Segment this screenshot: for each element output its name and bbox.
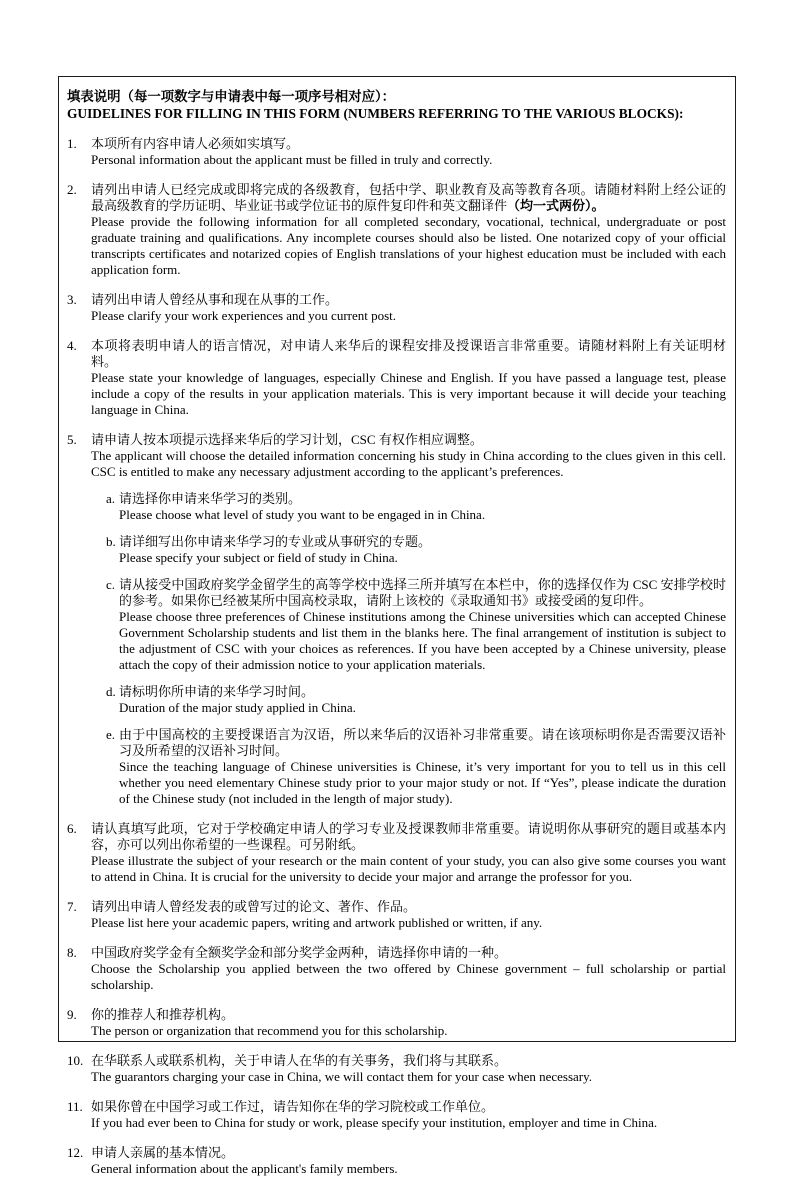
subitem-text-en: Please specify your subject or field of study in China. (119, 550, 398, 565)
item-number: 9. (67, 1007, 77, 1022)
item-body (91, 292, 726, 324)
item-text-en: Please list here your academic papers, writing and artwork published or written, if any. (91, 915, 543, 930)
subitem-text-zh: 请标明你所申请的来华学习时间。 (119, 684, 315, 699)
item-text-zh: 本项所有内容申请人必须如实填写。 (91, 136, 300, 151)
subitem-text-zh: 请详细写出你申请来华学习的专业或从事研究的专题。 (119, 534, 432, 549)
subitem-text-zh: 请从接受中国政府奖学金留学生的高等学校中选择三所并填写在本栏中，你的选择仅作为 CSC 安排学校时的参考。如果你已经被某所中国高校录取，请附上该校的《录取通知书》或接受函的复印件。 (119, 577, 726, 608)
item-text-zh: 中国政府奖学金有全额奖学金和部分奖学金两种，请选择你申请的一种。 (91, 945, 508, 960)
subitem-text-en: Duration of the major study applied in China. (119, 700, 356, 715)
item-text-en: The person or organization that recommend you for this scholarship. (91, 1023, 448, 1038)
item-number: 10. (67, 1053, 84, 1068)
item-text-zh: 你的推荐人和推荐机构。 (91, 1007, 235, 1022)
subitem-text-zh: 请选择你申请来华学习的类别。 (119, 491, 302, 506)
item-text-en: If you had ever been to China for study or work, please specify your institution, employer and time in China. (91, 1115, 658, 1130)
subitem-body (119, 727, 726, 807)
item-text-zh-bold: （均一式两份）。 (507, 198, 605, 213)
item-number: 2. (67, 182, 77, 197)
subitem-letter: e. (106, 727, 116, 742)
item-text-zh (91, 182, 726, 214)
subitem-letter: d. (106, 684, 116, 699)
subitem-text-en: Since the teaching language of Chinese universities is Chinese, it’s very important for you to tell us in this cell whether you need elementary Chinese study prior to your major study or not. If “Yes”, please indicate the duration of the Chinese study (not included in the length of major study). (119, 759, 726, 806)
item-body (91, 821, 726, 885)
item-number: 7. (67, 899, 77, 914)
guideline-item-6 (67, 821, 726, 885)
guideline-item-10 (67, 1053, 726, 1085)
item-text-zh: 请列出申请人曾经发表的或曾写过的论文、著作、作品。 (91, 899, 417, 914)
subitem-letter: c. (106, 577, 116, 592)
guideline-item-3 (67, 292, 726, 324)
item-number: 8. (67, 945, 77, 960)
item-body (91, 1053, 726, 1085)
guideline-item-7 (67, 899, 726, 931)
item-number: 6. (67, 821, 77, 836)
item-body (91, 338, 726, 418)
item-text-zh: 如果你曾在中国学习或工作过，请告知你在华的学习院校或工作单位。 (91, 1099, 495, 1114)
item-body (91, 136, 726, 168)
title-block (67, 89, 726, 122)
subitem-text-zh: 由于中国高校的主要授课语言为汉语，所以来华后的汉语补习非常重要。请在该项标明你是否需要汉语补习及所希望的汉语补习时间。 (119, 727, 726, 758)
item-number: 5. (67, 432, 77, 447)
page-title-en: GUIDELINES FOR FILLING IN THIS FORM (NUMBERS REFERRING TO THE VARIOUS BLOCKS): (67, 105, 684, 121)
item-body (91, 1099, 726, 1131)
item-text-zh: 请认真填写此项，它对于学校确定申请人的学习专业及授课教师非常重要。请说明你从事研究的题目或基本内容，亦可以列出你希望的一些课程。可另附纸。 (91, 821, 726, 852)
subitem-c (106, 577, 726, 673)
subitem-b (106, 534, 726, 566)
subitem-letter: b. (106, 534, 116, 549)
subitem-text-en: Please choose three preferences of Chinese institutions among the Chinese universities which can accepted Chinese Government Scholarship students and list them in the blanks here. The final arrangement of institution is subject to the adjustment of CSC with your choices as references. If you have been accepted by a Chinese university, please attach the copy of their admission notice to your application materials. (119, 609, 726, 672)
item-body (91, 432, 726, 807)
guideline-item-4 (67, 338, 726, 418)
item-number: 4. (67, 338, 77, 353)
item-text-zh: 申请人亲属的基本情况。 (91, 1145, 235, 1160)
page-title-zh: 填表说明（每一项数字与申请表中每一项序号相对应）： (67, 89, 396, 104)
item-text-en: Personal information about the applicant must be filled in truly and correctly. (91, 152, 493, 167)
item-text-en: Please illustrate the subject of your research or the main content of your study, you can also give some courses you want to attend in China. It is crucial for the university to decide your major and arrange the professor for you. (91, 853, 726, 884)
item-body (91, 1145, 726, 1177)
subitem-e (106, 727, 726, 807)
subitem-body (119, 534, 726, 566)
item-body (91, 945, 726, 993)
guideline-list (67, 136, 726, 1177)
item-text-en: General information about the applicant's family members. (91, 1161, 398, 1176)
item-text-zh-main: 请列出申请人已经完成或即将完成的各级教育，包括中学、职业教育及高等教育各项。请随材料附上经公证的最高级教育的学历证明、毕业证书或学位证书的原件复印件和英文翻译件 (91, 182, 726, 213)
item-body (91, 182, 726, 278)
item-text-zh: 在华联系人或联系机构，关于申请人在华的有关事务，我们将与其联系。 (91, 1053, 508, 1068)
item-body (91, 1007, 726, 1039)
item-text-en: Please clarify your work experiences and you current post. (91, 308, 397, 323)
guideline-item-9 (67, 1007, 726, 1039)
subitem-list (91, 491, 726, 807)
item-text-zh: 请申请人按本项提示选择来华后的学习计划，CSC 有权作相应调整。 (91, 432, 483, 447)
item-number: 11. (67, 1099, 83, 1114)
guideline-item-2 (67, 182, 726, 278)
item-text-en: The applicant will choose the detailed information concerning his study in China according to the clues given in this cell. CSC is entitled to make any necessary adjustment according to the applicant’s preferences. (91, 448, 726, 479)
item-text-zh: 请列出申请人曾经从事和现在从事的工作。 (91, 292, 339, 307)
item-body (91, 899, 726, 931)
guideline-item-8 (67, 945, 726, 993)
subitem-d (106, 684, 726, 716)
item-text-zh: 本项将表明申请人的语言情况，对申请人来华后的课程安排及授课语言非常重要。请随材料附上有关证明材料。 (91, 338, 726, 369)
item-number: 12. (67, 1145, 84, 1160)
item-text-en: Please provide the following information for all completed secondary, vocational, technical, undergraduate or post graduate training and qualifications. Any incomplete courses should also be listed. One notarized copy of your official transcripts certificates and notarized copies of English translations of your highest education must be included with each application form. (91, 214, 726, 277)
subitem-letter: a. (106, 491, 116, 506)
subitem-text-en: Please choose what level of study you want to be engaged in in China. (119, 507, 486, 522)
subitem-a (106, 491, 726, 523)
guideline-item-5 (67, 432, 726, 807)
subitem-body (119, 577, 726, 673)
guideline-item-12 (67, 1145, 726, 1177)
guideline-item-1 (67, 136, 726, 168)
subitem-body (119, 491, 726, 523)
item-text-en: Please state your knowledge of languages, especially Chinese and English. If you have passed a language test, please include a copy of the results in your application materials. This is very important because it will decide your teaching language in China. (91, 370, 726, 417)
item-text-en: The guarantors charging your case in China, we will contact them for your case when necessary. (91, 1069, 593, 1084)
item-number: 3. (67, 292, 77, 307)
item-number: 1. (67, 136, 77, 151)
subitem-body (119, 684, 726, 716)
guideline-item-11 (67, 1099, 726, 1131)
item-text-en: Choose the Scholarship you applied between the two offered by Chinese government – full scholarship or partial scholarship. (91, 961, 726, 992)
document-border-frame (58, 76, 736, 1176)
